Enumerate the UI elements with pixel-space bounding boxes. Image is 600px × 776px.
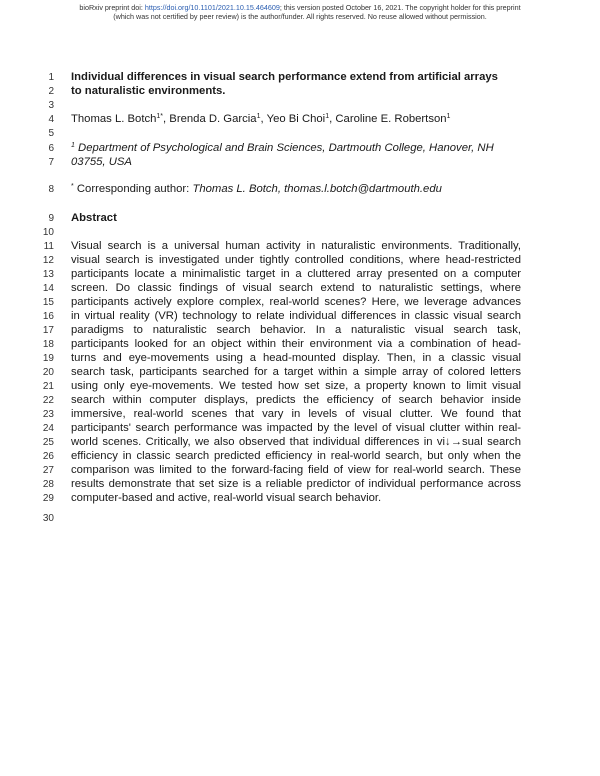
abstract-line <box>0 351 600 366</box>
abstract-text: screen. Do classic findings of visual search extend to naturalistic settings, where <box>71 282 521 294</box>
line-number: 25 <box>42 437 54 448</box>
abstract-line <box>0 379 600 394</box>
line-number: 16 <box>42 311 54 322</box>
title-line-2: to naturalistic environments. <box>71 85 226 97</box>
line-number: 27 <box>42 465 54 476</box>
line-number: 29 <box>42 493 54 504</box>
preprint-header <box>0 3 600 21</box>
header-line-1: bioRxiv preprint doi: https://doi.org/10.1101/2021.10.15.464609; this version posted October 16, 2021. The copyright holder for this preprint <box>79 3 521 12</box>
abstract-heading: Abstract <box>71 212 117 224</box>
abstract-text: paradigms to naturalistic search behavior. In a naturalistic visual search task, <box>71 324 521 336</box>
manuscript-line-3 <box>0 98 600 113</box>
line-number: 24 <box>42 423 54 434</box>
line-number: 5 <box>48 128 54 139</box>
abstract-line <box>0 309 600 324</box>
abstract-text: immersive, real-world scenes that vary in levels of visual clutter. We found that <box>71 408 521 420</box>
abstract-text: using only eye-movements. We tested how set size, a property known to limit visual <box>71 380 521 392</box>
abstract-line <box>0 393 600 408</box>
abstract-line <box>0 365 600 380</box>
line-number: 1 <box>48 72 54 83</box>
abstract-text: participants locate a minimalistic target in a cluttered array presented on a computer <box>71 268 521 280</box>
header-line-2: (which was not certified by peer review) is the author/funder. All rights reserved. No reuse allowed without permission. <box>113 12 487 21</box>
line-number: 15 <box>42 297 54 308</box>
abstract-line <box>0 337 600 352</box>
abstract-text: Visual search is a universal human activity in naturalistic environments. Traditionally, <box>71 240 521 252</box>
line-number: 7 <box>48 157 54 168</box>
abstract-line <box>0 253 600 268</box>
manuscript-line-6 <box>0 141 600 156</box>
line-number: 23 <box>42 409 54 420</box>
manuscript-line-2 <box>0 84 600 99</box>
line-number: 6 <box>48 143 54 154</box>
line-number: 18 <box>42 339 54 350</box>
abstract-line <box>0 281 600 296</box>
abstract-text: search task, participants searched for a target within a simple array of colored letters <box>71 366 521 378</box>
manuscript-line-4 <box>0 112 600 127</box>
abstract-line <box>0 491 600 506</box>
line-number: 13 <box>42 269 54 280</box>
line-number: 8 <box>48 184 54 195</box>
abstract-text: participants' search performance was impacted by the level of visual clutter within real- <box>71 422 521 434</box>
abstract-text: search within computer displays, predicts the efficiency of search behavior inside <box>71 394 521 406</box>
manuscript-line-1 <box>0 70 600 85</box>
manuscript-line-8 <box>0 182 600 197</box>
abstract-line <box>0 267 600 282</box>
manuscript-line-5 <box>0 126 600 141</box>
line-number: 14 <box>42 283 54 294</box>
line-number: 9 <box>48 213 54 224</box>
line-number: 12 <box>42 255 54 266</box>
corresponding-author: * Corresponding author: Thomas L. Botch, thomas.l.botch@dartmouth.edu <box>71 183 442 195</box>
line-number: 10 <box>42 227 54 238</box>
abstract-line <box>0 295 600 310</box>
abstract-line <box>0 421 600 436</box>
abstract-line <box>0 435 600 450</box>
line-number: 19 <box>42 353 54 364</box>
abstract-text: participants actively explore complex, real-world scenes? Here, we leverage advances <box>71 296 521 308</box>
abstract-line <box>0 323 600 338</box>
manuscript-line-7 <box>0 155 600 170</box>
line-number: 3 <box>48 100 54 111</box>
line-number: 30 <box>42 513 54 524</box>
abstract-text: comparison was limited to the forward-facing field of view for real-world search. These <box>71 464 521 476</box>
corresponding-name-email: Thomas L. Botch, thomas.l.botch@dartmouth.edu <box>192 183 442 195</box>
abstract-text: results demonstrate that set size is a reliable predictor of individual performance across <box>71 478 521 490</box>
abstract-text: visual search is investigated under tightly controlled conditions, where head-restricted <box>71 254 521 266</box>
line-number: 28 <box>42 479 54 490</box>
line-number: 26 <box>42 451 54 462</box>
line-number: 2 <box>48 86 54 97</box>
abstract-line <box>0 463 600 478</box>
line-number: 17 <box>42 325 54 336</box>
abstract-text: efficiency in classic search predicted efficiency in real-world search, but only when the <box>71 450 521 462</box>
abstract-text: world scenes. Critically, we also observed that individual differences in vi↓→sual search <box>71 436 521 448</box>
abstract-text: participants looked for an object within their environment via a combination of head- <box>71 338 521 350</box>
abstract-text: turns and eye-movements using a head-mounted display. Then, in a classic visual <box>71 352 521 364</box>
abstract-line <box>0 407 600 422</box>
line-number: 20 <box>42 367 54 378</box>
affiliation-line-1: $^1$ Department of Psychological and Brain Sciences, Dartmouth College, Hanover, NH <box>71 142 494 154</box>
doi-link[interactable]: https://doi.org/10.1101/2021.10.15.464609 <box>144 3 280 12</box>
author-list: Thomas L. Botch$^{1*}$, Brenda D. Garcia$^1$, Yeo Bi Choi$^1$, Caroline E. Robertson$^1$ <box>71 113 451 125</box>
abstract-text-last: computer-based and active, real-world visual search behavior. <box>71 492 382 504</box>
title-line-1: Individual differences in visual search performance extend from artificial arrays <box>71 71 498 83</box>
line-number: 21 <box>42 381 54 392</box>
manuscript-line-9 <box>0 211 600 226</box>
affiliation-line-2: 03755, USA <box>71 156 132 168</box>
line-number: 11 <box>43 241 54 252</box>
line-number: 22 <box>42 395 54 406</box>
abstract-line <box>0 239 600 254</box>
abstract-text: in virtual reality (VR) technology to relate individual differences in classic visual search <box>71 310 521 322</box>
abstract-line <box>0 477 600 492</box>
manuscript-line-30 <box>0 511 600 526</box>
line-number: 4 <box>48 114 54 125</box>
abstract-line <box>0 449 600 464</box>
manuscript-line-10 <box>0 225 600 240</box>
